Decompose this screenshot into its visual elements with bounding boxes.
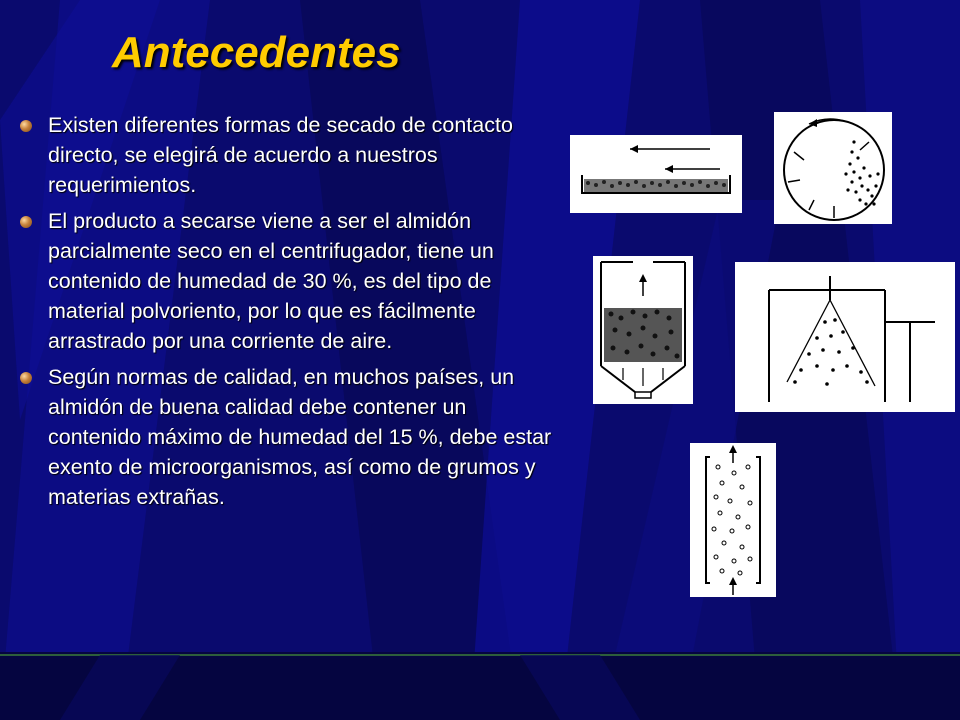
tray-dryer-diagram (570, 135, 742, 213)
bullet-icon (20, 120, 32, 132)
bullet-item (18, 362, 563, 512)
fluidized-bed-diagram (593, 256, 693, 404)
bullet-item (18, 110, 563, 200)
spray-dryer-diagram (735, 262, 955, 412)
bullet-text: El producto a secarse viene a ser el almidón parcialmente seco en el centrifugador, tiene un contenido de humedad de 30 %, es del tipo de material polvoriento, por lo que es fácilmente arrastrado por una corriente de aire. (48, 209, 494, 353)
bullet-list (18, 110, 563, 518)
bullet-icon (20, 372, 32, 384)
rotary-dryer-diagram (774, 112, 892, 224)
bullet-text: Según normas de calidad, en muchos países, un almidón de buena calidad debe contener un contenido máximo de humedad del 15 %, debe estar exento de microorganismos, así como de grumos y materias extrañas. (48, 365, 552, 509)
bullet-icon (20, 216, 32, 228)
slide-title: Antecedentes (112, 28, 401, 77)
bullet-item (18, 206, 563, 356)
bullet-text: Existen diferentes formas de secado de contacto directo, se elegirá de acuerdo a nuestros requerimientos. (48, 113, 513, 197)
pneumatic-column-diagram (690, 443, 776, 597)
